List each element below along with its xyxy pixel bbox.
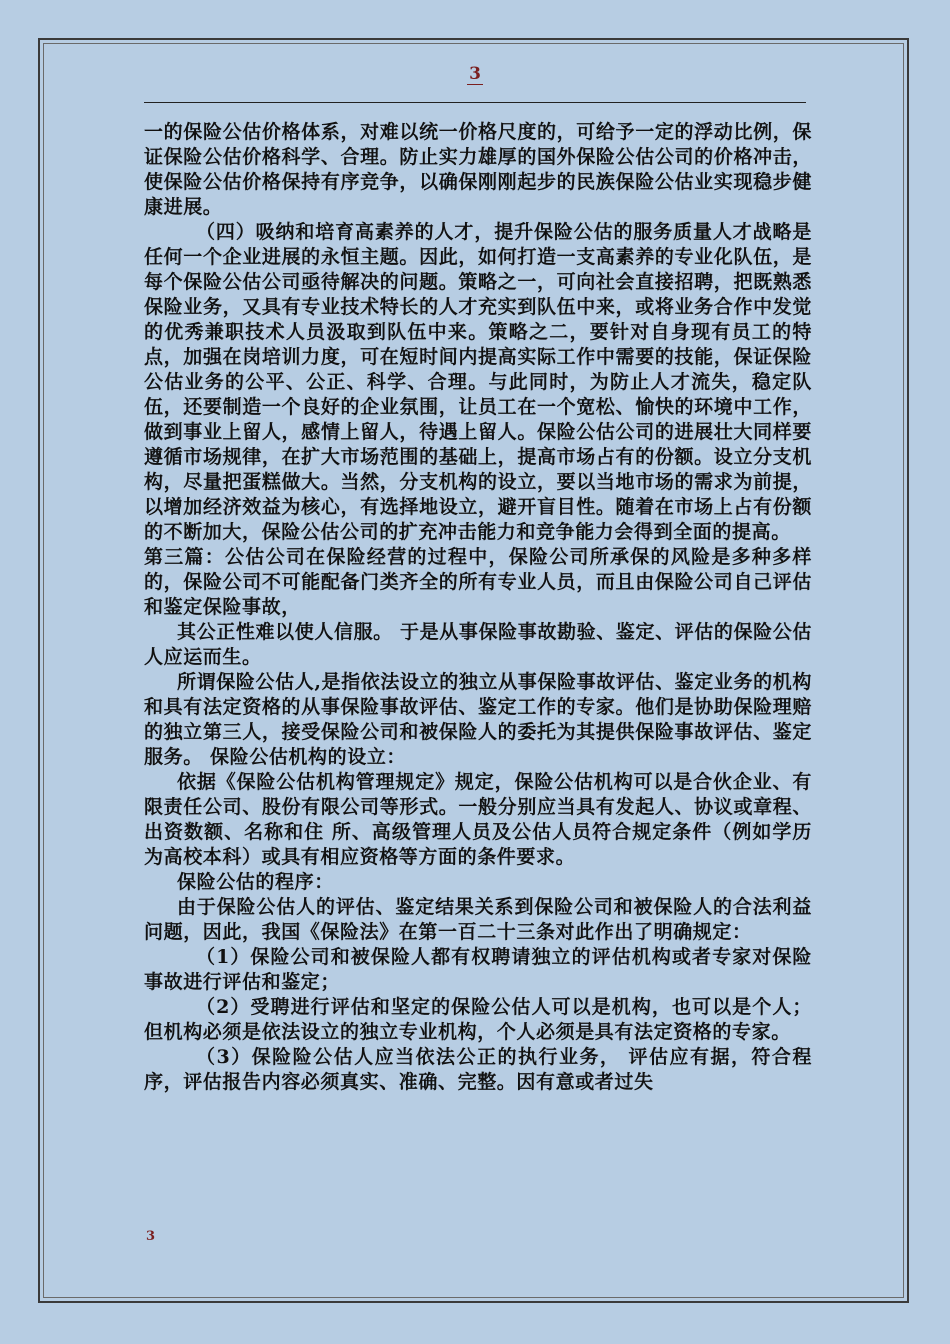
paragraph: 一的保险公估价格体系，对难以统一价格尺度的，可给予一定的浮动比例，保证保险公估价格科学、合理。防止实力雄厚的国外保险公估公司的价格冲击，使保险公估价格保持有序竞争，以确保刚刚起步的民族保险公估业实现稳步健康进展。	[144, 121, 812, 218]
paragraph: 保险公估的程序：	[177, 871, 334, 893]
document-body	[144, 120, 812, 1095]
header-rule	[144, 102, 806, 103]
paragraph: 依据《保险公估机构管理规定》规定，保险公估机构可以是合伙企业、有限责任公司、股份有限公司等形式。一般分别应当具有发起人、协议或章程、出资数额、名称和住 所、高级管理人员及公估人员符合规定条件（例如学历为高校本科）或具有相应资格等方面的条件要求。	[144, 771, 812, 868]
paragraph: 所谓保险公估人,是指依法设立的独立从事保险事故评估、鉴定业务的机构和具有法定资格的从事保险事故评估、鉴定工作的专家。他们是协助保险理赔的独立第三人，接受保险公司和被保险人的委托为其提供保险事故评估、鉴定服务。 保险公估机构的设立：	[144, 671, 812, 768]
paragraph: （2）受聘进行评估和坚定的保险公估人可以是机构，也可以是个人；但机构必须是依法设立的独立专业机构，个人必须是具有法定资格的专家。	[144, 996, 812, 1043]
paragraph: 由于保险公估人的评估、鉴定结果关系到保险公司和被保险人的合法利益问题，因此，我国《保险法》在第一百二十三条对此作出了明确规定：	[144, 896, 812, 943]
paragraph: 第三篇：公估公司在保险经营的过程中，保险公司所承保的风险是多种多样的，保险公司不可能配备门类齐全的所有专业人员，而且由保险公司自己评估和鉴定保险事故，	[144, 546, 812, 618]
paragraph: （3）保险险公估人应当依法公正的执行业务， 评估应有据，符合程序，评估报告内容必须真实、准确、完整。因有意或者过失	[144, 1046, 812, 1093]
paragraph: 其公正性难以使人信服。 于是从事保险事故勘验、鉴定、评估的保险公估人应运而生。	[144, 621, 812, 668]
header-page-number-text: 3	[469, 64, 481, 84]
paragraph: （1）保险公司和被保险人都有权聘请独立的评估机构或者专家对保险事故进行评估和鉴定；	[144, 946, 812, 993]
header-page-number	[0, 64, 950, 84]
footer-page-number: 3	[146, 1229, 156, 1244]
paragraph: （四）吸纳和培育高素养的人才，提升保险公估的服务质量人才战略是任何一个企业进展的永恒主题。因此，如何打造一支高素养的专业化队伍，是每个保险公估公司亟待解决的问题。策略之一，可向社会直接招聘，把既熟悉保险业务，又具有专业技术特长的人才充实到队伍中来，或将业务合作中发觉的优秀兼职技术人员汲取到队伍中来。策略之二，要针对自身现有员工的特点，加强在岗培训力度，可在短时间内提高实际工作中需要的技能，保证保险公估业务的公平、公正、科学、合理。与此同时，为防止人才流失，稳定队伍，还要制造一个良好的企业氛围，让员工在一个宽松、愉快的环境中工作，做到事业上留人，感情上留人，待遇上留人。保险公估公司的进展壮大同样要遵循市场规律，在扩大市场范围的基础上，提高市场占有的份额。设立分支机构，尽量把蛋糕做大。当然，分支机构的设立，要以当地市场的需求为前提，以增加经济效益为核心，有选择地设立，避开盲目性。随着在市场上占有份额的不断加大，保险公估公司的扩充冲击能力和竞争能力会得到全面的提高。	[144, 221, 812, 543]
